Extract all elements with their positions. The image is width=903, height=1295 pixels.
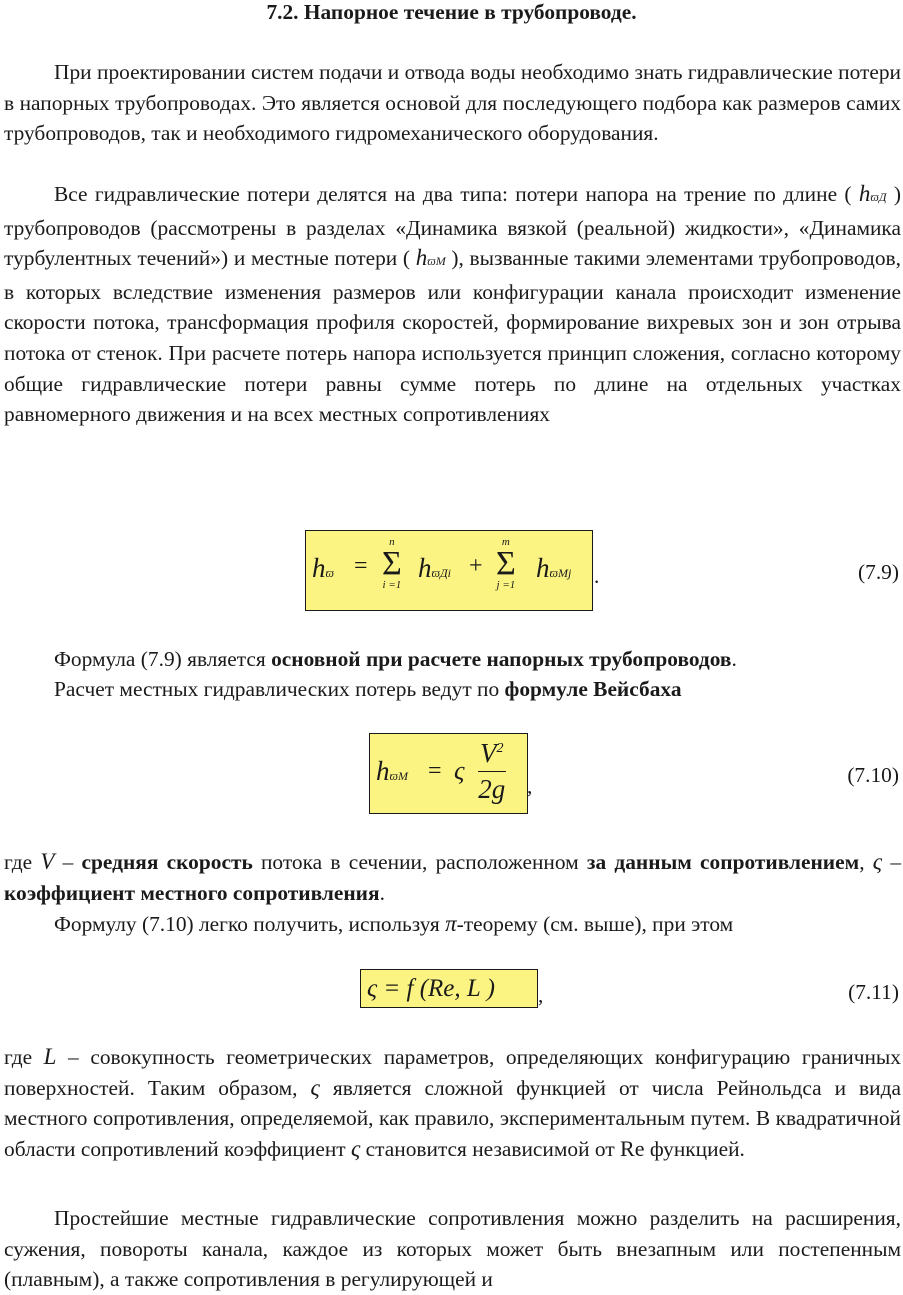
fraction-v2-over-2g: $\frac{V^2}{2g}$ — [478, 738, 506, 804]
paragraph-formula-7-9: Формула (7.9) является основной при расчете напорных трубопроводов. — [54, 647, 737, 671]
equation-number-7-9: (7.9) — [858, 560, 899, 584]
formula-box-7-11: ς = f (Re, L ) — [360, 969, 538, 1008]
paragraph-where-v: где V – средняя скорость потока в сечении, расположенном за данным сопротивлением, ς – коэффициент местного сопротивления. — [4, 849, 902, 905]
equation-number-7-11: (7.11) — [848, 980, 899, 1004]
formula-box-7-9: hϖ = n Σ i =1 hϖДi + m Σ j =1 hϖМj — [305, 530, 593, 611]
paragraph-where-l: где L – совокупность геометрических параметров, определяющих конфигурацию граничных поверхностей. Таким образом, ς является сложной функцией от числа Рейнольдса и вида местного сопротивления, определяемой, как правило, экспериментальным путем. В квадратичной области сопротивлений коэффициент ς становится независимой от Re функцией. — [4, 1044, 902, 1161]
symbol-h-length: hϖД — [858, 181, 887, 206]
sum-sign-local: m Σ j =1 — [496, 536, 516, 591]
paragraph-simple-resistances: Простейшие местные гидравлические сопротивления можно разделить на расширения, сужения, повороты канала, каждое из которых может быть внезапным или постепенным (плавным), а также сопротивления в регулирующей и — [4, 1206, 901, 1292]
section-title: 7.2. Напорное течение в трубопроводе. — [266, 0, 637, 24]
document-page: 7.2. Напорное течение в трубопроводе. При проектировании систем подачи и отвода воды необходимо знать гидравлические потери в напорных трубопроводах. Это является основой для последующего подбора как размеров самих трубопроводов, так и необходимого гидромеханического оборудования. Все гидравлические потери делятся на два типа: потери напора на трение по длине ( hϖД ) трубопроводов (рассмотрены в разделах «Динамика вязкой (реальной) жидкости», «Динамика турбулентных течений») и местные потери ( hϖМ ), вызванные такими элементами трубопроводов, в которых вследствие изменения размеров или конфигурации канала происходит изменение скорости потока, трансформация профиля скоростей, формирование вихревых зон и зон отрыва потока от стенок. При расчете потерь напора используется принцип сложения, согласно которому общие гидравлические потери равны сумме потерь по длине на отдельных участках равномерного движения и на всех местных сопротивлениях hϖ = n Σ i =1 hϖДi + m Σ j =1 hϖМj . (7.9) Формула (7.9) является основной при расчете напорных трубопроводов. Расчет местных гидравлических потерь ведут по формуле Вейсбаха hϖМ = ς $\frac{V^2}{2g}$ , (7.10) где V – средняя скорость потока в сечении, расположенном за данным сопротивлением, ς – коэффициент местного сопротивления. Формулу (7.10) легко получить, используя π-теорему (см. выше), при этом ς = f (Re, L ) , (7.11) где L – совокупность геометрических параметров, определяющих конфигурацию граничных поверхностей. Таким образом, ς является сложной функцией от числа Рейнольдса и вида местного сопротивления, определяемой, как правило, экспериментальным путем. В квадратичной области сопротивлений коэффициент ς становится независимой от Re функцией. Простейшие местные гидравлические сопротивления можно разделить на расширения, сужения, повороты канала, каждое из которых может быть внезапным или постепенным (плавным), а также сопротивления в регулирующей и — [0, 0, 903, 1291]
paragraph-intro: При проектировании систем подачи и отвода воды необходимо знать гидравлические потери в напорных трубопроводах. Это является основой для последующего подбора как размеров самих трубопроводов, так и необходимого гидромеханического оборудования. — [4, 60, 901, 146]
paragraph-weisbach: Расчет местных гидравлических потерь ведут по формуле Вейсбаха — [54, 677, 682, 701]
formula-box-7-10: hϖМ = ς $\frac{V^2}{2g}$ — [369, 733, 528, 814]
equation-number-7-10: (7.10) — [847, 763, 899, 787]
symbol-h-local: hϖМ — [415, 245, 446, 271]
paragraph-pi-theorem: Формулу (7.10) легко получить, используя π-теорему (см. выше), при этом — [54, 911, 734, 936]
paragraph-loss-types: Все гидравлические потери делятся на два типа: потери напора на трение по длине ( hϖД ) трубопроводов (рассмотрены в разделах «Динамика вязкой (реальной) жидкости», «Динамика турбулентных течений») и местные потери ( hϖМ ), вызванные такими элементами трубопроводов, в которых вследствие изменения размеров или конфигурации канала происходит изменение скорости потока, трансформация профиля скоростей, формирование вихревых зон и зон отрыва потока от стенок. При расчете потерь напора используется принцип сложения, согласно которому общие гидравлические потери равны сумме потерь по длине на отдельных участках равномерного движения и на всех местных сопротивлениях — [4, 181, 901, 427]
sum-sign-length: n Σ i =1 — [382, 536, 402, 591]
